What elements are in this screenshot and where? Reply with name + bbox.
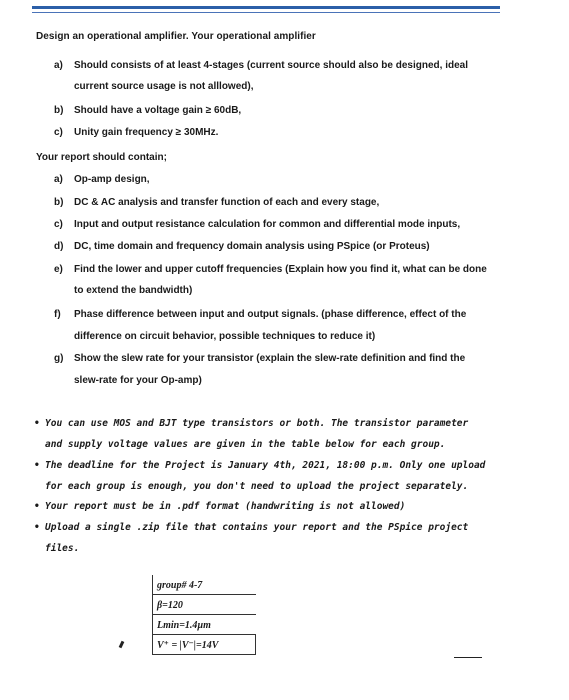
report-text: slew-rate for your Op-amp) (74, 375, 202, 386)
report-label: d) (54, 241, 64, 252)
report-text: Find the lower and upper cutoff frequencies (Explain how you find it, what can be done (74, 264, 487, 275)
requirement-text: current source usage is not alllowed), (74, 81, 254, 92)
requirement-text: Should have a voltage gain ≥ 60dB, (74, 105, 242, 116)
table-cell: β=120 (153, 595, 256, 615)
note-text: and supply voltage values are given in the table below for each group. (45, 439, 446, 450)
header-rule-thin (32, 12, 500, 13)
table-row (153, 615, 256, 635)
report-text: Op-amp design, (74, 174, 150, 185)
bullet-icon: • (34, 501, 40, 512)
table-cell: V⁺ = |V⁻|=14V (153, 635, 256, 655)
requirement-label: c) (54, 127, 63, 138)
table-cell: group# 4-7 (153, 575, 256, 595)
pen-mark (119, 641, 125, 649)
requirement-label: a) (54, 60, 63, 71)
report-text: difference on circuit behavior, possible techniques to reduce it) (74, 331, 376, 342)
note-text: You can use MOS and BJT type transistors or both. The transistor parameter (45, 418, 469, 429)
header-rule (32, 6, 500, 9)
note-item (34, 496, 514, 517)
note-item (34, 413, 514, 455)
report-label: e) (54, 264, 63, 275)
table-row (153, 575, 256, 595)
report-label: c) (54, 219, 63, 230)
report-text: DC & AC analysis and transfer function of each and every stage, (74, 197, 380, 208)
report-label: a) (54, 174, 63, 185)
pen-mark (454, 657, 482, 658)
note-item (34, 517, 514, 559)
bullet-icon: • (34, 460, 40, 471)
report-label: f) (54, 309, 61, 320)
page-title: Design an operational amplifier. Your operational amplifier (36, 31, 316, 42)
requirement-text: Unity gain frequency ≥ 30MHz. (74, 127, 219, 138)
requirement-item-a (54, 59, 514, 92)
report-text: Phase difference between input and output signals. (phase difference, effect of the (74, 309, 467, 320)
bullet-icon: • (34, 418, 40, 429)
note-text: The deadline for the Project is January 4th, 2021, 18:00 p.m. Only one upload (45, 460, 486, 471)
note-item (34, 455, 514, 497)
report-text: DC, time domain and frequency domain analysis using PSpice (or Proteus) (74, 241, 430, 252)
report-label: g) (54, 353, 64, 364)
report-heading: Your report should contain; (36, 152, 167, 163)
note-text: for each group is enough, you don't need to upload the project separately. (45, 481, 469, 492)
note-text: files. (45, 543, 80, 554)
report-text: Input and output resistance calculation for common and differential mode inputs, (74, 219, 461, 230)
requirement-text: Should consists of at least 4-stages (current source should also be designed, ideal (74, 60, 468, 71)
report-text: to extend the bandwidth) (74, 285, 193, 296)
report-label: b) (54, 197, 64, 208)
bullet-icon: • (34, 522, 40, 533)
requirement-label: b) (54, 105, 64, 116)
table-row (153, 595, 256, 615)
note-text: Your report must be in .pdf format (handwriting is not allowed) (45, 501, 406, 512)
table-cell: Lmin=1.4µm (153, 615, 256, 635)
note-text: Upload a single .zip file that contains your report and the PSpice project (45, 522, 469, 533)
group-parameter-table (152, 575, 256, 655)
table-row (153, 635, 256, 655)
report-text: Show the slew rate for your transistor (explain the slew-rate definition and find the (74, 353, 466, 364)
